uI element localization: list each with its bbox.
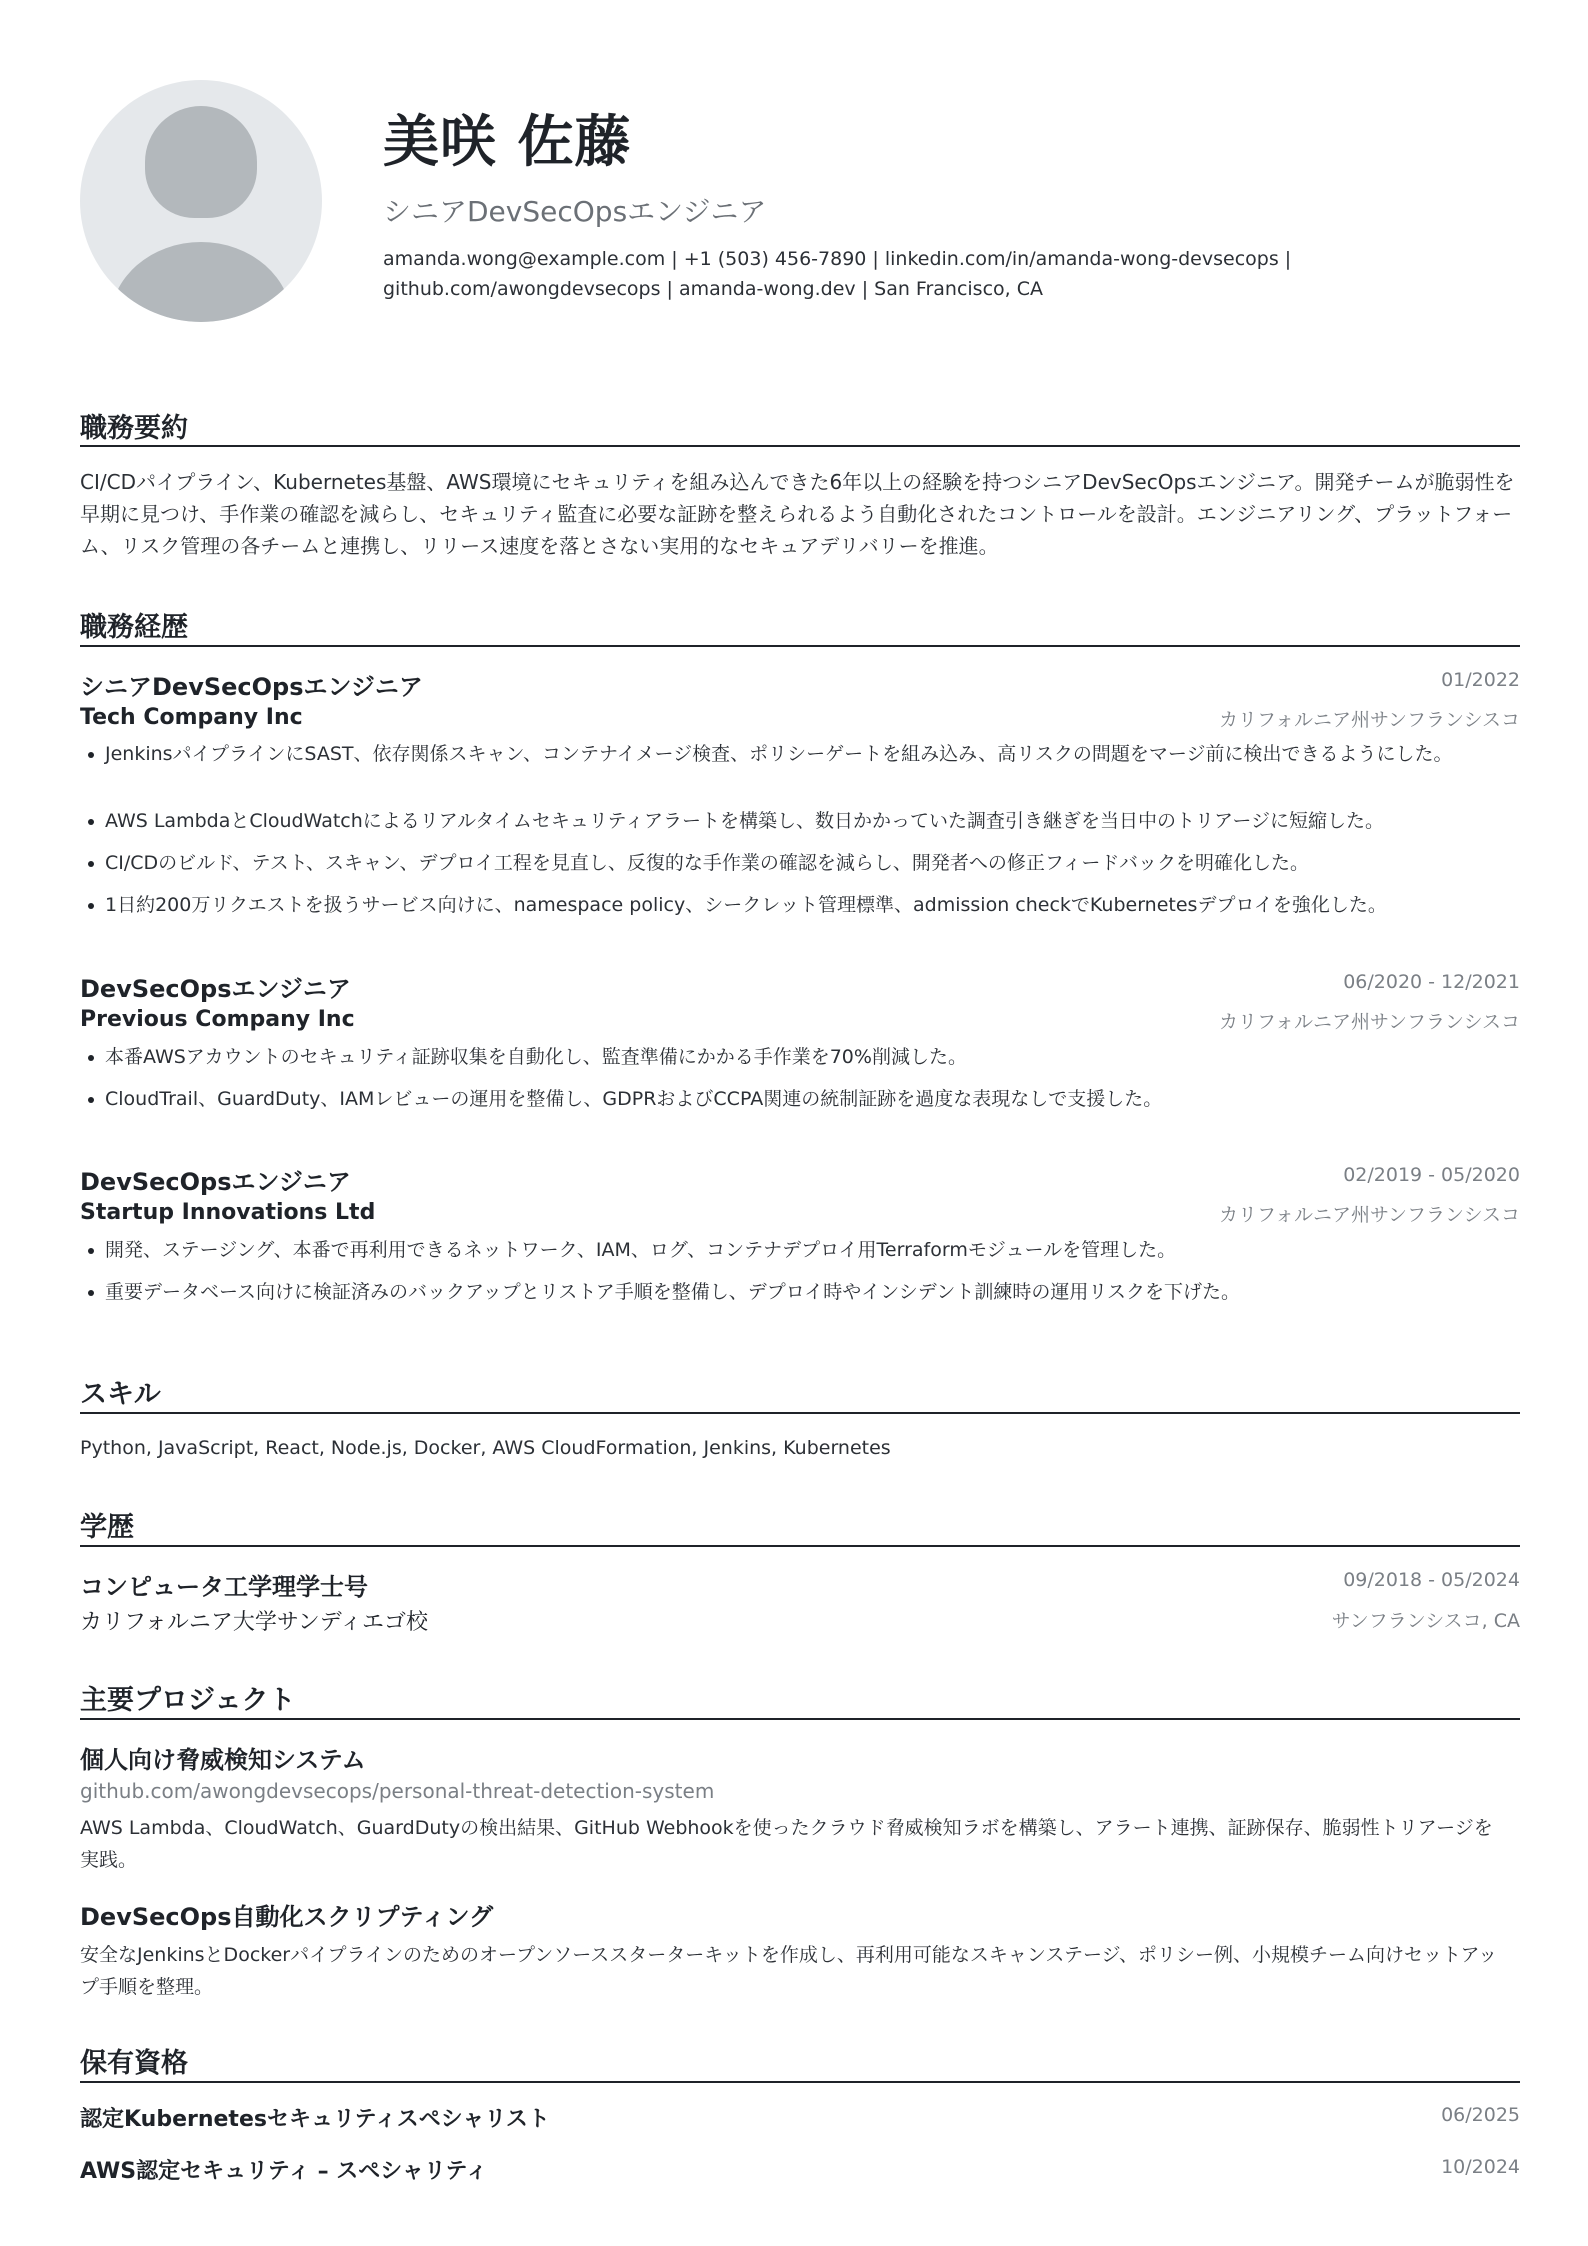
section-title-projects: 主要プロジェクト (80, 1685, 296, 1716)
certification-date: 06/2025 (1441, 2104, 1520, 2126)
avatar-head-shape (145, 106, 257, 218)
job-company: Tech Company Inc (80, 705, 303, 730)
job-date: 02/2019 - 05/2020 (1343, 1164, 1520, 1186)
bullet-dot (88, 752, 94, 758)
bullet-text: AWS LambdaとCloudWatchによるリアルタイムセキュリティアラートを構築し、数日かかっていた調査引き継ぎを当日中のトリアージに短縮した。 (105, 810, 1385, 832)
section-divider (80, 645, 1520, 647)
school-name: カリフォルニア大学サンディエゴ校 (80, 1610, 429, 1635)
bullet-text: 本番AWSアカウントのセキュリティ証跡収集を自動化し、監査準備にかかる手作業を70%削減した。 (105, 1046, 967, 1068)
bullet-text: CloudTrail、GuardDuty、IAMレビューの運用を整備し、GDPRおよびCCPA関連の統制証跡を過度な表現なしで支援した。 (105, 1088, 1163, 1110)
section-divider (80, 1718, 1520, 1720)
job-location: カリフォルニア州サンフランシスコ (1218, 1011, 1520, 1033)
bullet-text: CI/CDのビルド、テスト、スキャン、デプロイ工程を見直し、反復的な手作業の確認を減らし、開発者への修正フィードバックを明確化した。 (105, 852, 1310, 874)
section-divider (80, 1412, 1520, 1414)
section-divider (80, 2081, 1520, 2083)
job-title: シニアDevSecOpsエンジニア (80, 673, 423, 701)
job-bullet (80, 806, 1520, 837)
certification-name: 認定Kubernetesセキュリティスペシャリスト (80, 2107, 550, 2132)
candidate-headline: シニアDevSecOpsエンジニア (383, 195, 767, 228)
section-title-education: 学歴 (80, 1512, 134, 1543)
bullet-dot (88, 1097, 94, 1103)
bullet-dot (88, 1248, 94, 1254)
bullet-dot (88, 1055, 94, 1061)
avatar-body-shape (110, 242, 292, 322)
bullet-text: 1日約200万リクエストを扱うサービス向けに、namespace policy、シークレット管理標準、admission checkでKubernetesデプロイを強化した。 (105, 894, 1387, 916)
job-bullet (80, 1235, 1520, 1266)
education-date: 09/2018 - 05/2024 (1343, 1569, 1520, 1591)
job-location: カリフォルニア州サンフランシスコ (1218, 709, 1520, 731)
candidate-name: 美咲 佐藤 (383, 109, 632, 175)
job-bullet (80, 890, 1520, 921)
job-date: 06/2020 - 12/2021 (1343, 971, 1520, 993)
certification-name: AWS認定セキュリティ – スペシャリティ (80, 2159, 488, 2184)
bullet-dot (88, 819, 94, 825)
bullet-dot (88, 903, 94, 909)
job-bullet (80, 1084, 1520, 1115)
contact-line-2: github.com/awongdevsecops | amanda-wong.dev | San Francisco, CA (383, 278, 1043, 300)
job-bullet (80, 848, 1520, 879)
section-title-experience: 職務経歴 (80, 612, 188, 643)
education-location: サンフランシスコ, CA (1331, 1610, 1520, 1632)
job-location: カリフォルニア州サンフランシスコ (1218, 1204, 1520, 1226)
job-bullet (80, 739, 1500, 770)
bullet-text: 重要データベース向けに検証済みのバックアップとリストア手順を整備し、デプロイ時やインシデント訓練時の運用リスクを下げた。 (105, 1281, 1240, 1303)
project-description: 安全なJenkinsとDockerパイプラインのためのオープンソーススターターキットを作成し、再利用可能なスキャンステージ、ポリシー例、小規模チーム向けセットアップ手順を整理。 (80, 1944, 1498, 1998)
project-link[interactable]: github.com/awongdevsecops/personal-threat-detection-system (80, 1779, 715, 1803)
certification-date: 10/2024 (1441, 2156, 1520, 2178)
summary-text: CI/CDパイプライン、Kubernetes基盤、AWS環境にセキュリティを組み込んできた6年以上の経験を持つシニアDevSecOpsエンジニア。開発チームが脆弱性を早期に見つけ、手作業の確認を減らし、セキュリティ監査に必要な証跡を整えられるよう自動化されたコントロールを設計。エンジニアリング、プラットフォーム、リスク管理の各チームと連携し、リリース速度を落とさない実用的なセキュアデリバリーを推進。 (80, 470, 1515, 558)
project-title: DevSecOps自動化スクリプティング (80, 1903, 494, 1931)
job-title: DevSecOpsエンジニア (80, 975, 351, 1003)
section-divider (80, 445, 1520, 447)
job-title: DevSecOpsエンジニア (80, 1168, 351, 1196)
contact-line-1: amanda.wong@example.com | +1 (503) 456-7890 | linkedin.com/in/amanda-wong-devsecops | (383, 248, 1292, 270)
bullet-dot (88, 861, 94, 867)
bullet-dot (88, 1290, 94, 1296)
project-title: 個人向け脅威検知システム (80, 1746, 366, 1774)
section-title-summary: 職務要約 (80, 413, 188, 444)
project-description: AWS Lambda、CloudWatch、GuardDutyの検出結果、GitHub Webhookを使ったクラウド脅威検知ラボを構築し、アラート連携、証跡保存、脆弱性トリアージを実践。 (80, 1817, 1493, 1871)
job-bullet (80, 1042, 1520, 1073)
job-bullet (80, 1277, 1520, 1308)
avatar (80, 80, 322, 322)
section-divider (80, 1545, 1520, 1547)
job-company: Previous Company Inc (80, 1007, 355, 1032)
section-title-skills: スキル (80, 1379, 161, 1410)
degree-title: コンピュータ工学理学士号 (80, 1573, 368, 1601)
section-title-certifications: 保有資格 (80, 2048, 188, 2079)
bullet-text: 開発、ステージング、本番で再利用できるネットワーク、IAM、ログ、コンテナデプロイ用Terraformモジュールを管理した。 (105, 1239, 1177, 1261)
bullet-text: JenkinsパイプラインにSAST、依存関係スキャン、コンテナイメージ検査、ポリシーゲートを組み込み、高リスクの問題をマージ前に検出できるようにした。 (105, 743, 1453, 765)
job-date: 01/2022 (1441, 669, 1520, 691)
contact-info (383, 244, 1333, 304)
skills-text: Python, JavaScript, React, Node.js, Docker, AWS CloudFormation, Jenkins, Kubernetes (80, 1437, 891, 1459)
job-company: Startup Innovations Ltd (80, 1200, 376, 1225)
